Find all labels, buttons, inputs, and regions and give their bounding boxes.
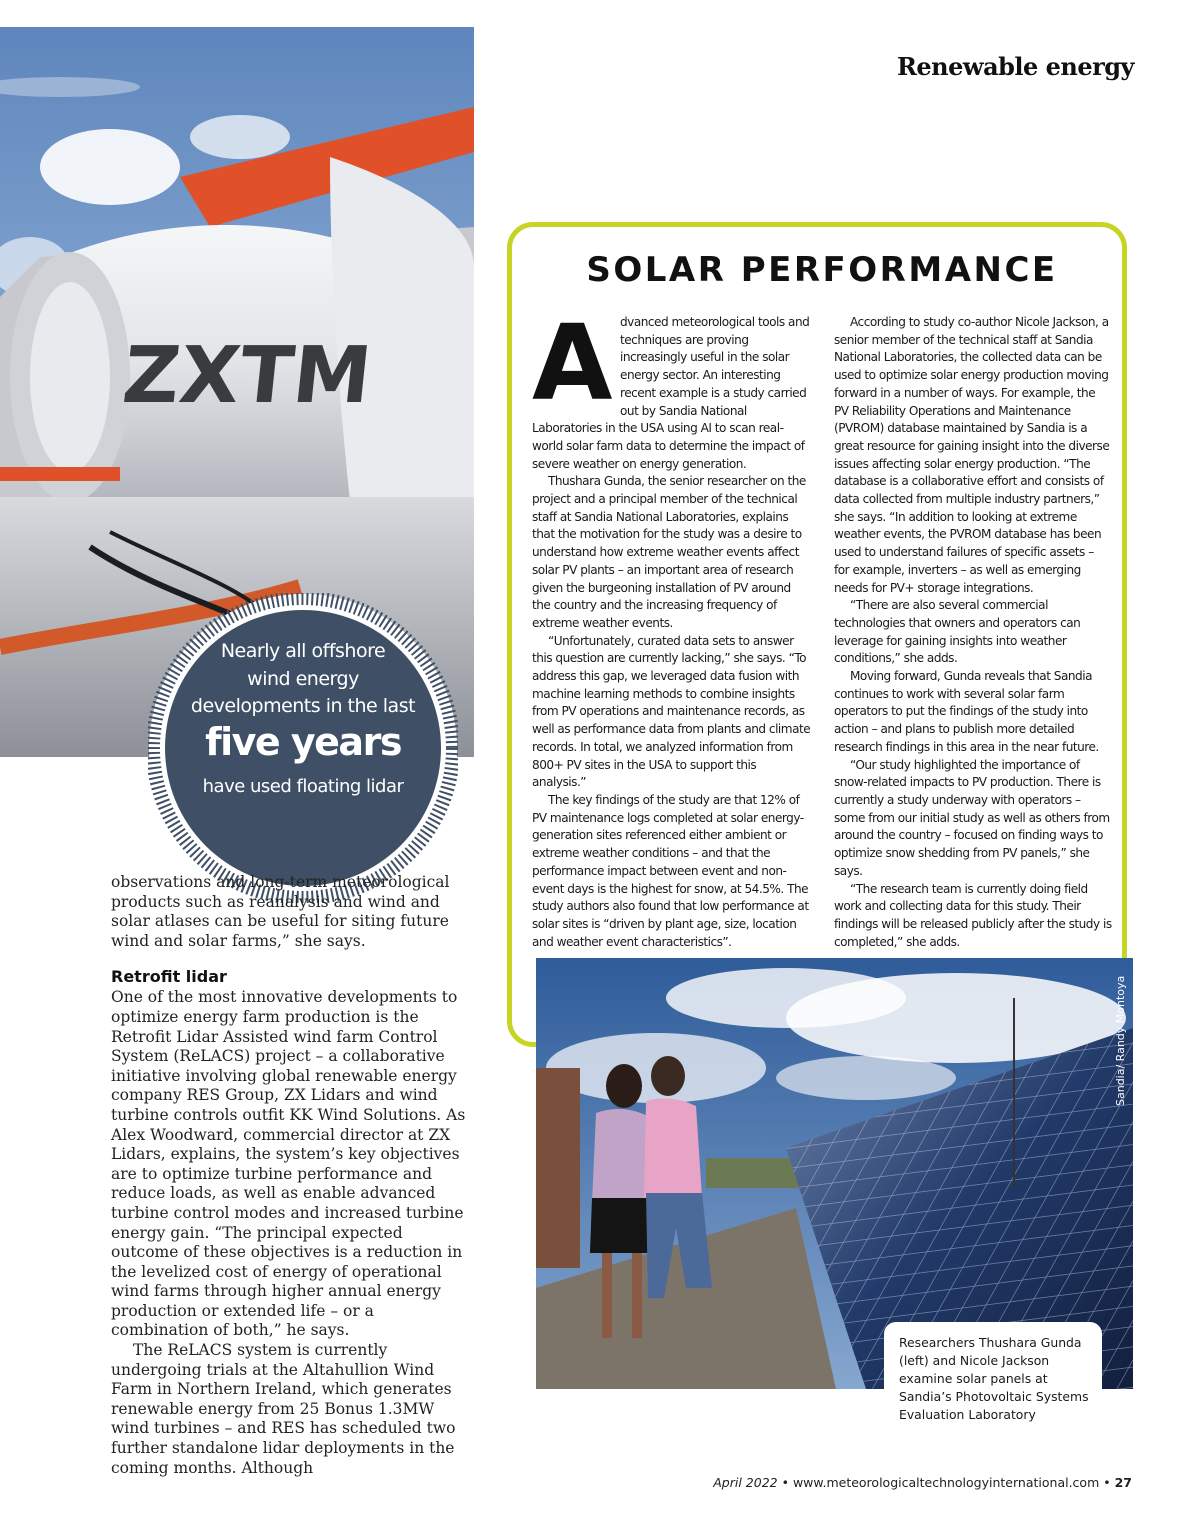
page-number: 27	[1114, 1475, 1132, 1490]
footer-url: www.meteorologicaltechnologyinternational.com	[792, 1475, 1100, 1490]
badge-line-4: have used floating lidar	[202, 776, 404, 797]
solar-b-paragraph-2: “There are also several commercial technologies that owners and operators can leverage for gaining insights into weather conditions,” she adds.	[834, 598, 1081, 666]
left-paragraph-3: The ReLACS system is currently undergoing trials at the Altahullion Wind Farm in Northern Ireland, which generates renewable energy from 25 Bonus 1.3MW wind turbines – and RES has scheduled two further standalone lidar deployments in the coming months. Although	[111, 1341, 456, 1477]
photo-credit-text: Sandia/ Randy Montoya	[1114, 975, 1127, 1106]
solar-b-paragraph-4: “Our study highlighted the importance of snow-related impacts to PV production. There is currently a study underway with operators – some from our initial study as well as others from around the country – focused on finding ways to optimize snow shedding from PV panels,” she says.	[834, 757, 1110, 878]
badge-line-3: developments in the last	[190, 695, 416, 717]
solar-column-a	[532, 302, 812, 951]
retrofit-lidar-heading: Retrofit lidar	[111, 967, 227, 987]
solar-a-paragraph-2: Thushara Gunda, the senior researcher on the project and a principal member of the technical staff at Sandia National Laboratories, explains that the motivation for the study was a desire to understand how extreme weather events affect solar PV plants – an important area of research given the burgeoning installation of PV around the country and the increasing frequency of extreme weather events.	[532, 474, 806, 630]
solar-a-paragraph-1: dvanced meteorological tools and techniques are proving increasingly useful in the solar energy sector. An interesting recent example is a study carried out by Sandia National Laboratories in the USA using AI to scan real-world solar farm data to determine the impact of severe weather on energy generation.	[532, 315, 810, 471]
photo-caption: Researchers Thushara Gunda (left) and Nicole Jackson examine solar panels at Sandia’s Photovoltaic Systems Evaluation Laboratory	[899, 1335, 1089, 1422]
solar-performance-title: SOLAR PERFORMANCE	[586, 250, 1058, 290]
badge-line-2: wind energy	[247, 668, 359, 690]
lidar-brand-text: ZXTM	[118, 330, 376, 421]
drop-cap: A	[532, 302, 612, 424]
section-header: Renewable energy	[896, 52, 1134, 81]
footer-separator-1: •	[781, 1475, 789, 1490]
solar-a-paragraph-3: “Unfortunately, curated data sets to answer this question are currently lacking,” she says. “To address this gap, we leveraged data fusion with machine learning methods to combine insights from PV operations and maintenance records, as well as performance data from plants and climate records. In total, we analyzed information from 800+ PV sites in the USA to support this analysis.”	[532, 633, 811, 790]
footer-separator-2: •	[1103, 1475, 1111, 1490]
left-paragraph-2: One of the most innovative developments to optimize energy farm production is the Retrofit Lidar Assisted wind farm Control System (ReLACS) project – a collaborative initiative involving global renewable energy company RES Group, ZX Lidars and wind turbine controls outfit KK Wind Solutions. As Alex Woodward, commercial director at ZX Lidars, explains, the system’s key objectives are to optimize turbine performance and reduce loads, as well as enable advanced turbine control modes and increased turbine energy gain. “The principal expected outcome of these objectives is a reduction in the levelized cost of energy of operational wind farms through higher annual energy production or extended life – or a combination of both,” he says.	[111, 988, 466, 1340]
solar-b-paragraph-1: According to study co-author Nicole Jackson, a senior member of the technical staff at Sandia National Laboratories, the collected data can be used to optimize solar energy production moving forward in a number of ways. For example, the PV Reliability Operations and Maintenance (PVROM) database maintained by Sandia is a great resource for gaining insight into the diverse issues affecting solar energy production. “The database is a collaborative effort and consists of data collected from multiple industry partners,” she says. “In addition to looking at extreme weather events, the PVROM database has been used to understand failures of specific assets – for example, inverters – as well as emerging needs for PV+ storage integrations.	[834, 315, 1110, 595]
left-column	[111, 873, 471, 1478]
badge-line-1: Nearly all offshore	[220, 640, 386, 662]
solar-a-paragraph-4: The key findings of the study are that 12% of PV maintenance logs completed at solar energy-generation sites referenced either ambient or extreme weather conditions – and that the performance impact between event and non-event days is the highest for snow, at 54.5%. The study authors also found that low performance at solar sites is “driven by plant age, size, location and weather event characteristics”.	[532, 792, 809, 949]
footer-month: April 2022	[713, 1475, 778, 1490]
photo-credit	[1090, 968, 1140, 1108]
stat-badge	[148, 593, 458, 903]
photo-credit-svg	[1090, 968, 1140, 1108]
page-footer	[600, 1475, 1132, 1490]
solar-b-paragraph-3: Moving forward, Gunda reveals that Sandia continues to work with several solar farm operators to put the findings of the study into action – and plans to publish more detailed research findings in this area in the near future.	[834, 669, 1099, 754]
left-paragraph-1: observations and long-term meteorological products such as reanalysis and wind and solar atlases can be useful for siting future wind and solar farms,” she says.	[111, 873, 450, 950]
solar-column-b	[834, 314, 1112, 951]
badge-highlight: five years	[205, 720, 401, 764]
solar-b-paragraph-5: “The research team is currently doing field work and collecting data for this study. Their findings will be released publicly after the study is completed,” she adds.	[834, 881, 1112, 949]
